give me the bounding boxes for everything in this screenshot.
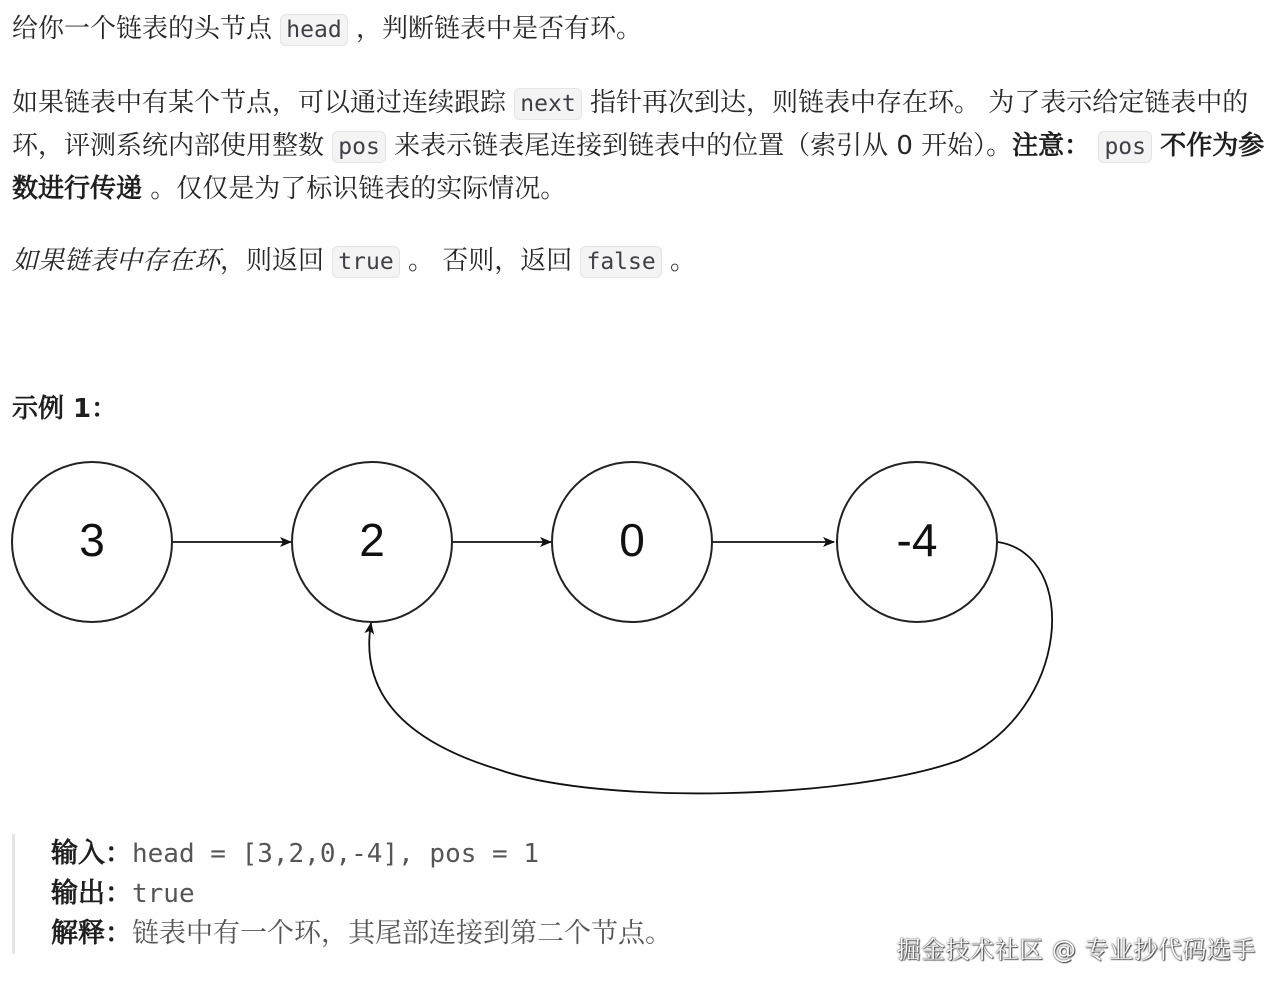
- desc-text-4: 。仅仅是为了标识链表的实际情况。: [150, 174, 567, 204]
- example-title: 示例 1：: [12, 394, 118, 424]
- explain-value: 链表中有一个环，其尾部连接到第二个节点。: [132, 918, 672, 949]
- watermark: 掘金技术社区 @ 专业抄代码选手: [896, 936, 1256, 964]
- return-description: [12, 240, 1272, 283]
- output-line: [51, 874, 195, 914]
- note-text: 不作为参数进行传递: [12, 131, 1265, 204]
- node-label-0: 3: [79, 514, 105, 566]
- node-3: [837, 462, 997, 622]
- code-next: next: [514, 88, 581, 120]
- linked-list-diagram: [0, 440, 1284, 810]
- node-label-1: 2: [359, 514, 385, 566]
- code-pos-2: pos: [1098, 131, 1152, 163]
- node-0: [12, 462, 172, 622]
- input-label: 输入：: [51, 838, 132, 869]
- code-head: head: [280, 14, 347, 46]
- note-label: 注意：: [1012, 131, 1091, 161]
- code-true: true: [332, 246, 399, 278]
- return-italic: 如果链表中存在环: [12, 246, 221, 276]
- explain-line: [51, 914, 672, 954]
- example-io-block: [12, 834, 915, 954]
- problem-description: [12, 82, 1272, 210]
- node-label-2: 0: [619, 514, 645, 566]
- desc-text-1: 如果链表中有某个节点，可以通过连续跟踪: [12, 88, 507, 118]
- return-text-2: 。 否则，返回: [407, 246, 573, 276]
- node-1: [292, 462, 452, 622]
- code-false: false: [580, 246, 661, 278]
- desc-text-2: 指针再次到达，则链表中存在环。 为了表示给定链表中的环，评测系统内部使用整数: [12, 88, 1249, 161]
- return-text-3: 。: [670, 246, 697, 276]
- node-2: [552, 462, 712, 622]
- output-value: true: [132, 879, 195, 909]
- problem-intro: [12, 8, 1272, 51]
- code-pos: pos: [332, 131, 386, 163]
- desc-text-3: 来表示链表尾连接到链表中的位置（索引从 0 开始）。: [394, 131, 1013, 161]
- explain-label: 解释：: [51, 918, 132, 949]
- return-text-1: ，则返回: [220, 246, 325, 276]
- input-value: head = [3,2,0,-4], pos = 1: [132, 839, 539, 869]
- output-label: 输出：: [51, 878, 132, 909]
- node-label-3: -4: [896, 514, 938, 566]
- intro-text-2: ，判断链表中是否有环。: [355, 14, 642, 44]
- intro-text-1: 给你一个链表的头节点: [12, 14, 273, 44]
- input-line: [51, 834, 539, 874]
